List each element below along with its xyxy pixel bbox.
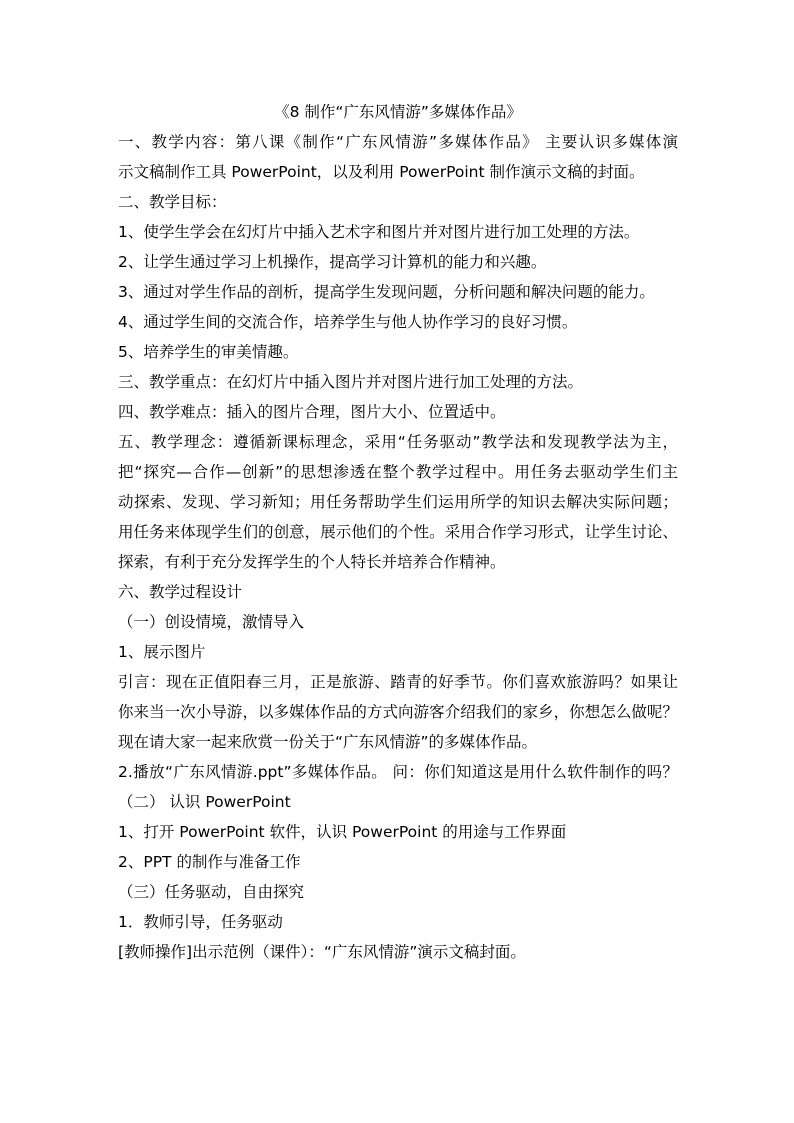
list-item: 1、使学生学会在幻灯片中插入艺术字和图片并对图片进行加工处理的方法。: [118, 223, 640, 241]
text-line: 动探索、发现、学习新知；用任务帮助学生们运用所学的知识去解决实际问题；: [118, 493, 678, 511]
text-line: 三、教学重点：在幻灯片中插入图片并对图片进行加工处理的方法。: [118, 373, 584, 391]
list-item: 4、通过学生间的交流合作，培养学生与他人协作学习的良好习惯。: [118, 313, 578, 331]
section-heading: 二、教学目标：: [118, 193, 227, 211]
list-item: 2、PPT 的制作与准备工作: [118, 853, 301, 871]
section-heading: 六、教学过程设计: [118, 583, 243, 601]
list-item: 3、通过对学生作品的剖析，提高学生发现问题，分析问题和解决问题的能力。: [118, 283, 655, 301]
text-line: 现在请大家一起来欣赏一份关于“广东风情游”的多媒体作品。: [118, 733, 538, 751]
text-line: 2.播放“广东风情游.ppt”多媒体作品。 问：你们知道这是用什么软件制作的吗？: [118, 763, 678, 781]
text-line: 引言：现在正值阳春三月，正是旅游、踏青的好季节。你们喜欢旅游吗？如果让: [118, 673, 678, 691]
list-item: 1、打开 PowerPoint 软件，认识 PowerPoint 的用途与工作界面: [118, 823, 567, 841]
document-body: [118, 97, 678, 967]
text-line: 四、教学难点：插入的图片合理，图片大小、位置适中。: [118, 403, 506, 421]
text-line: 你来当一次小导游，以多媒体作品的方式向游客介绍我们的家乡，你想怎么做呢？: [118, 703, 678, 721]
list-item: 2、让学生通过学习上机操作，提高学习计算机的能力和兴趣。: [118, 253, 547, 271]
list-item: 1．教师引导，任务驱动: [118, 913, 283, 931]
text-line: 用任务来体现学生们的创意，展示他们的个性。采用合作学习形式，让学生讨论、: [118, 523, 678, 541]
list-item: 5、培养学生的审美情趣。: [118, 343, 299, 361]
text-line: 一、教学内容：第八课《制作“广东风情游”多媒体作品》 主要认识多媒体演: [118, 133, 678, 151]
list-item: 1、展示图片: [118, 643, 206, 661]
subsection-heading: （二） 认识 PowerPoint: [118, 793, 291, 811]
subsection-heading: （三）任务驱动，自由探究: [118, 883, 305, 901]
text-line: 五、教学理念：遵循新课标理念，采用“任务驱动”教学法和发现教学法为主，: [118, 433, 678, 451]
text-line: 示文稿制作工具 PowerPoint，以及利用 PowerPoint 制作演示文稿的封面。: [118, 163, 645, 181]
text-line: 把“探究—合作—创新”的思想渗透在整个教学过程中。用任务去驱动学生们主: [118, 463, 678, 481]
document-title: 《8 制作“广东风情游”多媒体作品》: [274, 103, 522, 121]
text-line: [教师操作]出示范例（课件）：“广东风情游”演示文稿封面。: [118, 943, 526, 961]
subsection-heading: （一）创设情境，激情导入: [118, 613, 305, 631]
text-line: 探索，有利于充分发挥学生的个人特长并培养合作精神。: [118, 553, 506, 571]
